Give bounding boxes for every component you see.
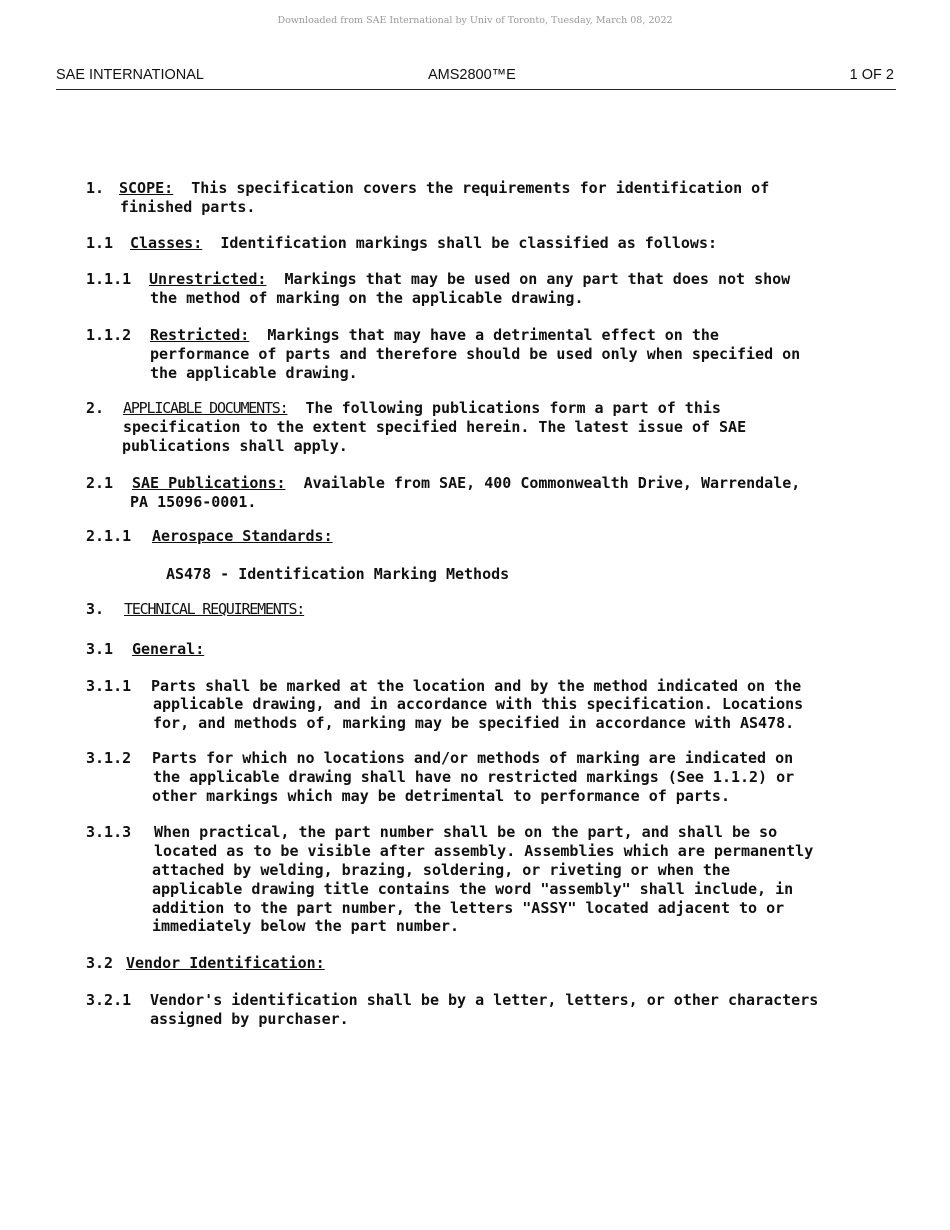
section-title: Aerospace Standards: bbox=[152, 527, 333, 546]
section-number: 3.1.3 bbox=[86, 823, 132, 842]
section-title: TECHNICAL REQUIREMENTS: bbox=[124, 599, 305, 618]
section-text: Markings that may be used on any part that does not show bbox=[284, 270, 791, 289]
section-text-cont: specification to the extent specified herein. The latest issue of SAE bbox=[123, 418, 747, 437]
section-text-cont: publications shall apply. bbox=[122, 436, 348, 455]
section-number: 3. bbox=[86, 599, 105, 618]
section-text-cont: immediately below the part number. bbox=[152, 917, 460, 936]
section-3-2-vendor-identification bbox=[86, 954, 906, 973]
section-text-cont: the applicable drawing shall have no restricted markings (See 1.1.2) or bbox=[153, 767, 795, 786]
section-text: Identification markings shall be classified as follows: bbox=[220, 233, 718, 252]
section-text-cont: the method of marking on the applicable drawing. bbox=[150, 289, 584, 308]
section-3-1-3 bbox=[86, 823, 906, 936]
section-2-1-sae-publications bbox=[86, 474, 906, 512]
section-title: SAE Publications: bbox=[132, 473, 286, 492]
section-number: 2. bbox=[86, 399, 105, 418]
section-number: 3.1.2 bbox=[86, 748, 132, 767]
section-title: SCOPE: bbox=[119, 179, 174, 197]
section-title: General: bbox=[132, 639, 205, 658]
section-number: 3.2 bbox=[86, 954, 114, 973]
section-text-cont: attached by welding, brazing, soldering, or riveting or when the bbox=[152, 860, 730, 879]
section-number: 1. bbox=[86, 179, 105, 197]
section-1-scope bbox=[86, 179, 906, 217]
section-number: 3.2.1 bbox=[86, 990, 132, 1009]
section-title: Restricted: bbox=[150, 325, 250, 344]
section-1-1-1-unrestricted bbox=[86, 270, 906, 308]
section-text: When practical, the part number shall be on the part, and shall be so bbox=[154, 823, 778, 842]
section-3-1-1 bbox=[86, 677, 906, 733]
section-text-cont: other markings which may be detrimental to performance of parts. bbox=[152, 786, 730, 805]
section-text: Markings that may have a detrimental effect on the bbox=[267, 325, 719, 344]
section-text-cont: applicable drawing, and in accordance with this specification. Locations bbox=[153, 695, 804, 714]
section-number: 3.1.1 bbox=[86, 676, 132, 695]
section-1-1-2-restricted bbox=[86, 326, 906, 382]
section-text-cont: the applicable drawing. bbox=[150, 363, 358, 382]
header-page-number: 1 OF 2 bbox=[849, 67, 894, 83]
section-1-1-classes bbox=[86, 234, 906, 253]
section-text: This specification covers the requirements for identification of bbox=[191, 179, 770, 197]
section-number: 2.1.1 bbox=[86, 527, 132, 546]
download-notice: Downloaded from SAE International by Univ of Toronto, Tuesday, March 08, 2022 bbox=[277, 15, 673, 26]
section-2-applicable-documents bbox=[86, 399, 906, 455]
page-header bbox=[56, 67, 896, 90]
document-body bbox=[86, 179, 906, 1029]
section-text-cont: applicable drawing title contains the word "assembly" shall include, in bbox=[152, 879, 794, 898]
section-text: Available from SAE, 400 Commonwealth Drive, Warrendale, bbox=[303, 473, 801, 492]
section-text-cont: assigned by purchaser. bbox=[150, 1009, 349, 1028]
section-3-1-2 bbox=[86, 749, 906, 805]
section-3-technical-requirements bbox=[86, 600, 906, 619]
section-text-cont: finished parts. bbox=[120, 197, 256, 216]
header-org: SAE INTERNATIONAL bbox=[56, 67, 204, 83]
section-number: 1.1 bbox=[86, 233, 114, 252]
section-text-cont: located as to be visible after assembly. Assemblies which are permanently bbox=[154, 842, 814, 861]
section-number: 1.1.1 bbox=[86, 270, 132, 289]
section-text: Parts shall be marked at the location and by the method indicated on the bbox=[151, 676, 802, 695]
header-doc-id: AMS2800™E bbox=[428, 67, 516, 83]
section-number: 1.1.2 bbox=[86, 325, 132, 344]
section-number: 3.1 bbox=[86, 639, 114, 658]
section-text: Vendor's identification shall be by a letter, letters, or other characters bbox=[150, 990, 819, 1009]
section-2-1-1-aerospace-standards bbox=[86, 527, 906, 546]
section-number: 2.1 bbox=[86, 473, 114, 492]
section-text: Parts for which no locations and/or methods of marking are indicated on bbox=[152, 748, 794, 767]
section-title: Vendor Identification: bbox=[126, 954, 325, 973]
section-text-cont: PA 15096-0001. bbox=[130, 492, 257, 511]
section-text-cont: for, and methods of, marking may be specified in accordance with AS478. bbox=[153, 714, 795, 733]
section-title: Unrestricted: bbox=[149, 270, 267, 289]
section-text: The following publications form a part of this bbox=[305, 399, 721, 418]
section-text-cont: performance of parts and therefore should be used only when specified on bbox=[150, 344, 801, 363]
section-3-2-1 bbox=[86, 991, 906, 1029]
section-3-1-general bbox=[86, 640, 906, 659]
reference-item-as478: AS478 - Identification Marking Methods bbox=[166, 565, 510, 584]
section-title: Classes: bbox=[130, 233, 203, 252]
section-text-cont: addition to the part number, the letters "ASSY" located adjacent to or bbox=[152, 898, 785, 917]
section-title: APPLICABLE DOCUMENTS: bbox=[123, 399, 288, 418]
